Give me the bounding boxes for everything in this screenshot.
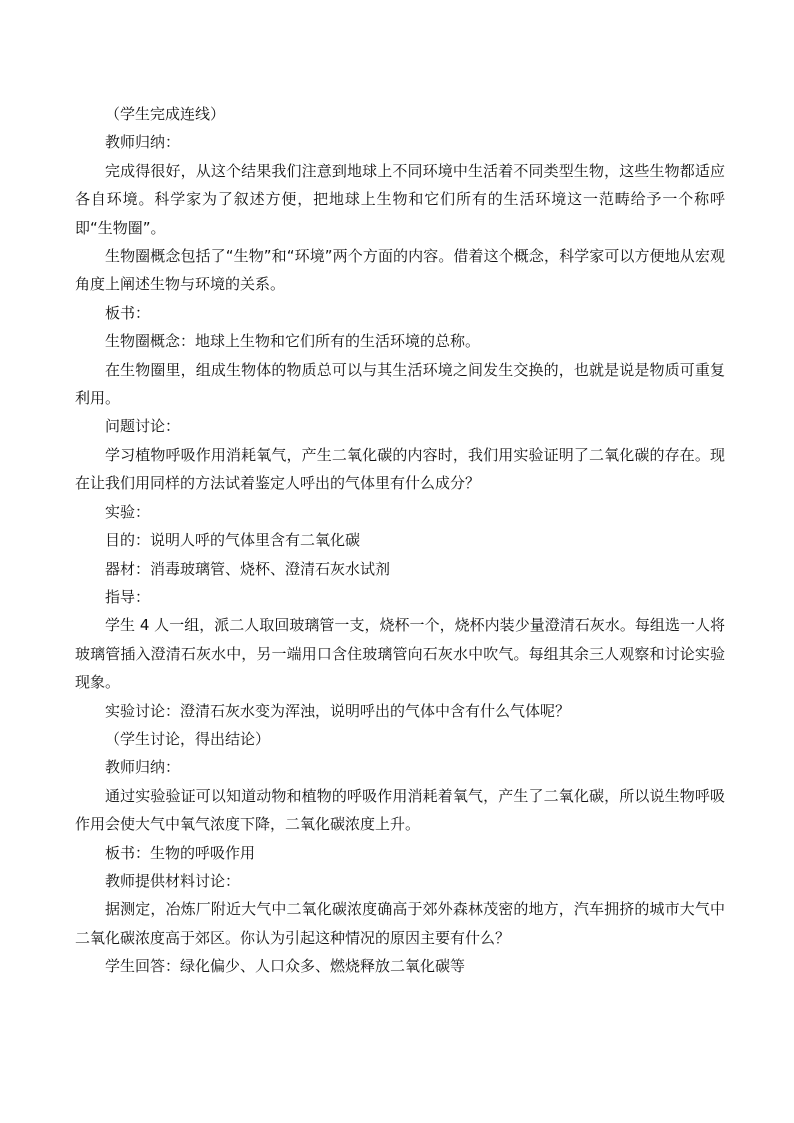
paragraph-board-heading: 板书： [105, 303, 151, 322]
document-body [75, 100, 725, 981]
paragraph-guidance-body: 学生 4 人一组，派二人取回玻璃管一支，烧杯一个，烧杯内装少量澄清石灰水。每组选一人将玻璃管插入澄清石灰水中，另一端用口含住玻璃管向石灰水中吹气。每组其余三人观察和讨论实验现象。 [75, 616, 725, 692]
paragraph-teacher-summary-heading-2: 教师归纳： [105, 758, 181, 777]
paragraph-experiment-heading: 实验： [105, 502, 151, 521]
paragraph-experiment-materials: 器材：消毒玻璃管、烧杯、澄清石灰水试剂 [105, 559, 391, 578]
paragraph-student-discussion: （学生讨论，得出结论） [105, 729, 271, 748]
paragraph-student-answer: 学生回答：绿化偏少、人口众多、燃烧释放二氧化碳等 [105, 957, 466, 976]
paragraph-respiration-summary: 通过实验验证可以知道动物和植物的呼吸作用消耗着氧气，产生了二氧化碳，所以说生物呼吸作用会使大气中氧气浓度下降，二氧化碳浓度上升。 [75, 786, 725, 834]
paragraph-biosphere-intro: 完成得很好，从这个结果我们注意到地球上不同环境中生活着不同类型生物，这些生物都适应各自环境。科学家为了叙述方便，把地球上生物和它们所有的生活环境这一范畴给予一个称呼即“生物圈”。 [75, 161, 725, 237]
paragraph-board-respiration: 板书：生物的呼吸作用 [105, 843, 256, 862]
paragraph-matter-exchange: 在生物圈里，组成生物体的物质总可以与其生活环境之间发生交换的，也就是说是物质可重复利用。 [75, 360, 725, 408]
paragraph-experiment-purpose: 目的：说明人呼的气体里含有二氧化碳 [105, 531, 361, 550]
paragraph-experiment-discussion: 实验讨论：澄清石灰水变为浑浊，说明呼出的气体中含有什么气体呢？ [105, 701, 571, 720]
paragraph-question-heading: 问题讨论： [105, 417, 181, 436]
paragraph-question-body: 学习植物呼吸作用消耗氧气，产生二氧化碳的内容时，我们用实验证明了二氧化碳的存在。现在让我们用同样的方法试着鉴定人呼出的气体里有什么成分？ [75, 445, 725, 493]
paragraph-teacher-summary-heading: 教师归纳： [105, 133, 181, 152]
paragraph-student-matching: （学生完成连线） [105, 105, 226, 123]
paragraph-material-heading: 教师提供材料讨论： [105, 871, 241, 890]
paragraph-biosphere-definition: 生物圈概念：地球上生物和它们所有的生活环境的总称。 [105, 332, 481, 351]
paragraph-material-body: 据测定，冶炼厂附近大气中二氧化碳浓度确高于郊外森林茂密的地方，汽车拥挤的城市大气中二氧化碳浓度高于郊区。你认为引起这种情况的原因主要有什么？ [75, 900, 725, 947]
paragraph-guidance-heading: 指导： [105, 587, 151, 606]
paragraph-biosphere-concept: 生物圈概念包括了“生物”和“环境”两个方面的内容。借着这个概念，科学家可以方便地从宏观角度上阐述生物与环境的关系。 [75, 247, 725, 294]
